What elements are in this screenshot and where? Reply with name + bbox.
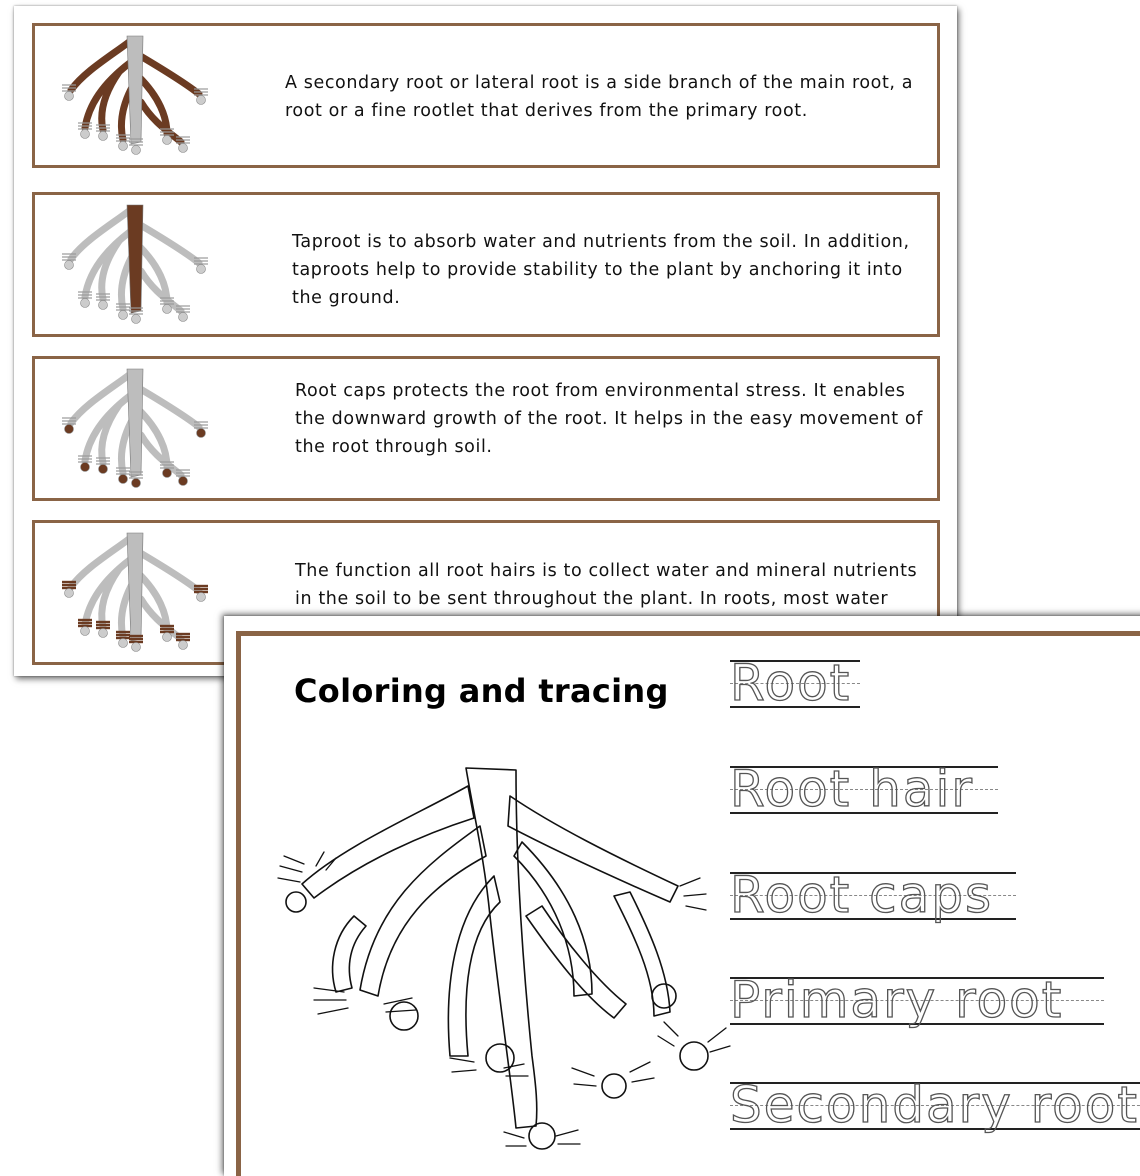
card-text: The function all root hairs is to collect water and mineral nutrients in the soil to be sent throughout the plant. In roots, most water (295, 561, 918, 609)
root-cap (119, 311, 128, 320)
taproot-illustration (49, 201, 219, 329)
root-cap (197, 593, 206, 602)
branch (102, 405, 119, 463)
trace-word-root-caps (730, 866, 1016, 932)
root-cap (81, 130, 90, 139)
trace-text: Root (730, 654, 852, 712)
root-cap (99, 629, 108, 638)
root-hairs-illustration (49, 529, 219, 657)
trace-word-secondary-root (730, 1076, 1140, 1142)
root-cap (119, 475, 128, 484)
root-cap (163, 469, 172, 478)
root-cap (179, 144, 188, 153)
root-cap (132, 146, 141, 155)
trace-text: Primary root (730, 971, 1064, 1029)
card-text: Taproot is to absorb water and nutrients from the soil. In addition, taproots help to provide stability to the plant by anchoring it into the ground. (292, 232, 910, 308)
branch (71, 375, 129, 423)
root-cap (197, 265, 206, 274)
card-secondary-root (32, 23, 940, 168)
root-cap (179, 477, 188, 486)
root-cap (197, 429, 206, 438)
info-cards-sheet (14, 6, 957, 676)
card-taproot (32, 192, 940, 337)
root-cap (99, 301, 108, 310)
card-text: Root caps protects the root from environmental stress. It enables the downward growth of the root. It helps in the easy movement of the root through soil. (295, 381, 923, 457)
branch (71, 211, 129, 259)
main-root (127, 369, 143, 477)
card-text: A secondary root or lateral root is a side branch of the main root, a root or a fine rootlet that derives from the primary root. (285, 73, 914, 121)
branch (71, 42, 129, 90)
root-cap (163, 633, 172, 642)
root-cap (163, 136, 172, 145)
secondary-root-illustration (49, 32, 219, 160)
root-cap (132, 643, 141, 652)
root-caps-illustration (49, 365, 219, 493)
root-cap (81, 463, 90, 472)
card-root-caps (32, 356, 940, 501)
root-cap (119, 639, 128, 648)
root-cap (65, 261, 74, 270)
main-root (127, 533, 143, 641)
root-cap (65, 92, 74, 101)
root-cap (99, 132, 108, 141)
root-cap (132, 479, 141, 488)
root-cap (65, 425, 74, 434)
trace-word-root-hair (730, 760, 998, 826)
root-cap (65, 589, 74, 598)
root-cap (163, 305, 172, 314)
trace-word-root (730, 654, 860, 720)
trace-word-primary-root (730, 971, 1104, 1037)
root-cap (179, 641, 188, 650)
worksheet-title: Coloring and tracing (294, 672, 669, 710)
branch (102, 72, 119, 130)
root-cap (119, 142, 128, 151)
trace-text: Secondary root (730, 1076, 1139, 1134)
trace-text: Root hair (730, 760, 974, 818)
worksheet-sheet (224, 616, 1140, 1176)
branch (102, 569, 119, 627)
main-root (127, 205, 143, 313)
root-coloring-outline (254, 756, 754, 1156)
root-cap (99, 465, 108, 474)
branch (71, 539, 129, 587)
root-cap (179, 313, 188, 322)
trace-text: Root caps (730, 866, 994, 924)
main-root (127, 36, 143, 144)
root-cap (197, 96, 206, 105)
root-cap (132, 315, 141, 324)
root-cap (81, 627, 90, 636)
root-cap (81, 299, 90, 308)
branch (102, 241, 119, 299)
